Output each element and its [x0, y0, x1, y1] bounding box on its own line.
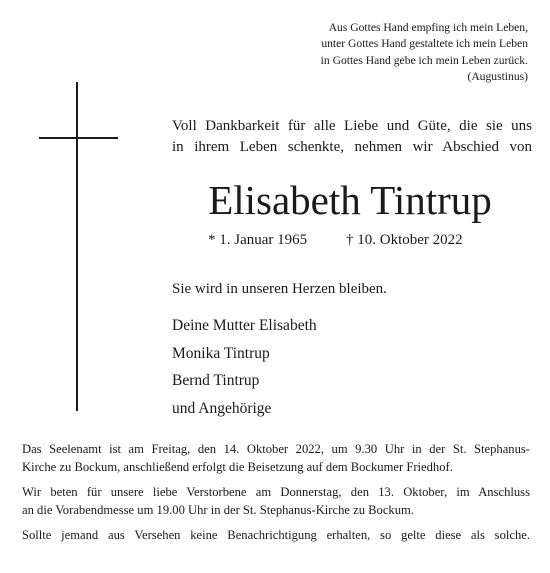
verse-line: in Gottes Hand gebe ich mein Leben zurück.: [320, 53, 528, 67]
notice-line: Das Seelenamt ist am Freitag, den 14. Oktober 2022, um 9.30 Uhr in der St. Stephanus-: [22, 442, 530, 456]
remembrance-line: Sie wird in unseren Herzen bleiben.: [172, 281, 387, 297]
funeral-notice: [22, 440, 530, 476]
verse-attribution: (Augustinus): [467, 69, 528, 83]
cross-icon: [76, 82, 78, 411]
death-date: † 10. Oktober 2022: [346, 232, 463, 248]
intro-line: Voll Dankbarkeit für alle Liebe und Güte, die sie uns: [172, 118, 532, 134]
verse-line: Aus Gottes Hand empfing ich mein Leben,: [328, 21, 528, 34]
cross-icon-bar: [39, 137, 118, 139]
deceased-name: Elisabeth Tintrup: [208, 177, 492, 223]
birth-date: * 1. Januar 1965: [208, 232, 308, 248]
notice-line: Sollte jemand aus Versehen keine Benachrichtigung erhalten, so gelte diese als solche.: [22, 528, 530, 542]
intro-line: in ihrem Leben schenkte, nehmen wir Abschied von: [172, 139, 532, 155]
mourners-list: [172, 312, 317, 422]
service-notices: [22, 440, 530, 551]
mourner: und Angehörige: [172, 399, 272, 417]
notice-line: Wir beten für unsere liebe Verstorbene am Donnerstag, den 13. Oktober, im Anschluss: [22, 485, 530, 499]
intro-text: [172, 116, 532, 158]
notice-line: Kirche zu Bockum, anschließend erfolgt die Beisetzung auf dem Bockumer Friedhof.: [22, 460, 453, 474]
mourner: Deine Mutter Elisabeth: [172, 317, 317, 334]
mourner: Bernd Tintrup: [172, 372, 260, 389]
notice-line: an die Vorabendmesse um 19.00 Uhr in der St. Stephanus-Kirche zu Bockum.: [22, 503, 414, 517]
verse-line: unter Gottes Hand gestaltete ich mein Leben: [321, 37, 528, 51]
prayer-notice: [22, 483, 530, 519]
mourner: Monika Tintrup: [172, 344, 270, 362]
bible-verse: [228, 20, 528, 85]
notification-notice: [22, 526, 530, 544]
